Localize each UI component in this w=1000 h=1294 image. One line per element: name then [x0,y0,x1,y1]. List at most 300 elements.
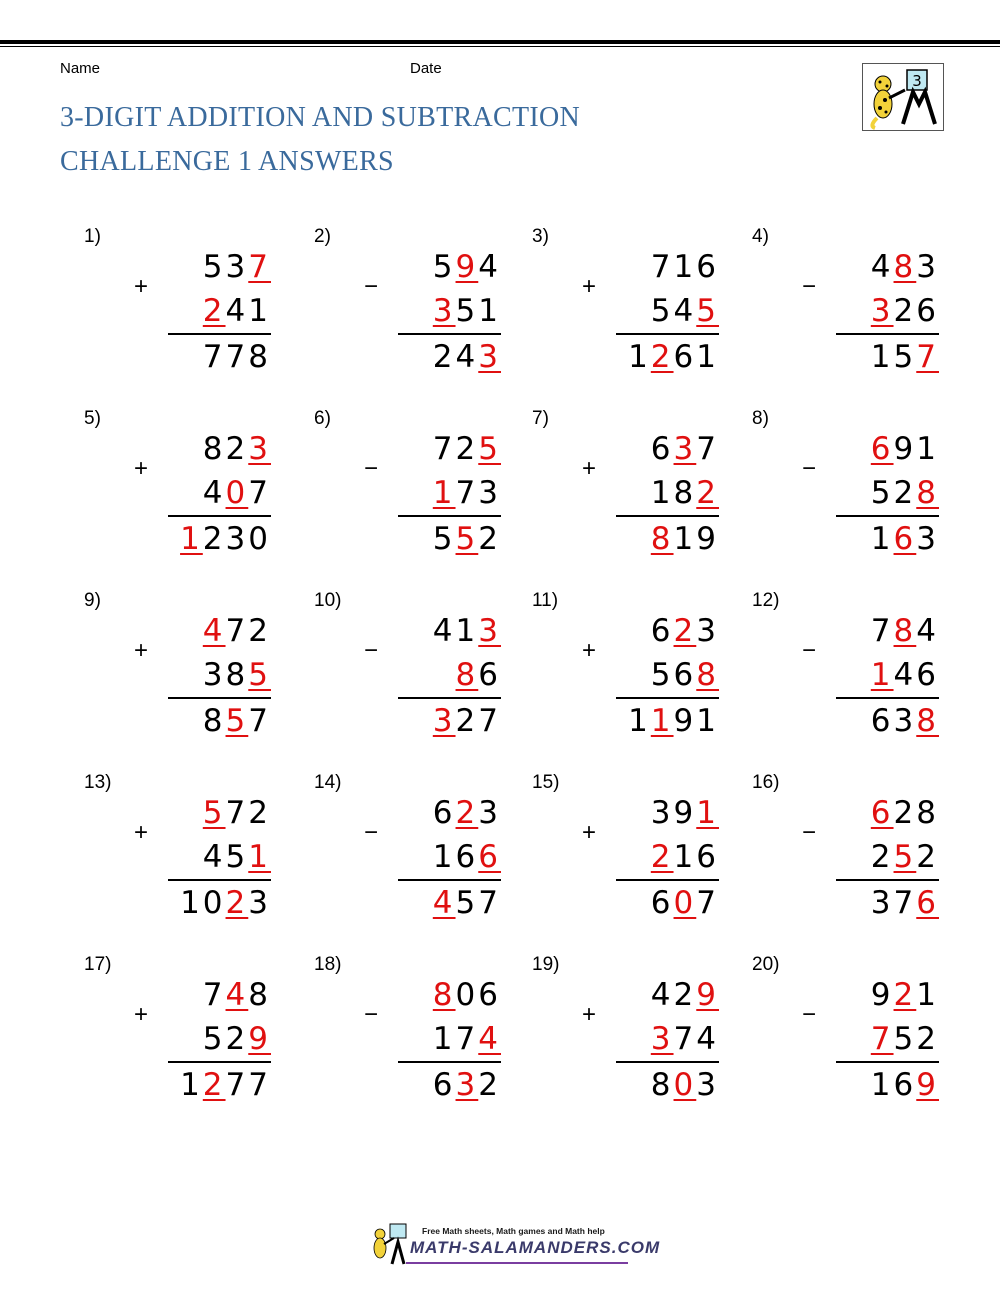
digit: 1 [673,839,697,875]
problem-number: 2) [314,226,331,247]
digit: 6 [478,657,501,693]
missing-digit: 2 [673,613,697,649]
answer-number [836,1066,939,1104]
digit: 4 [916,613,939,649]
bottom-number [398,656,501,694]
digit: 2 [455,703,479,739]
problem-5 [84,408,304,568]
bottom-number [168,292,271,330]
digit: 1 [432,1021,456,1057]
date-label: Date [410,60,442,77]
answer-line [168,333,271,335]
digit: 1 [696,339,719,375]
problem-number: 18) [314,954,342,975]
missing-digit: 6 [478,839,501,875]
plus-sign: + [134,637,149,664]
answer-number [168,702,271,740]
missing-digit: 3 [432,293,456,329]
digit: 8 [225,657,249,693]
digit: 9 [673,703,697,739]
digit: 1 [455,613,479,649]
digit: 2 [870,839,894,875]
digit: 9 [696,521,719,557]
minus-sign: − [364,819,379,846]
plus-sign: + [134,819,149,846]
answer-line [616,879,719,881]
problem-18 [314,954,534,1114]
top-number [836,976,939,1014]
answer-line [168,879,271,881]
problem-12 [752,590,972,750]
missing-digit: 1 [696,795,719,831]
digit: 6 [696,839,719,875]
footer-tagline: Free Math sheets, Math games and Math help [422,1226,605,1236]
minus-sign: − [364,1001,379,1028]
problem-3 [532,226,752,386]
bottom-number [398,474,501,512]
problem-15 [532,772,752,932]
digit: 7 [248,703,271,739]
answer-line [168,697,271,699]
minus-sign: − [802,1001,817,1028]
digit: 5 [225,839,249,875]
digit: 0 [248,521,271,557]
digit: 1 [478,293,501,329]
problem-number: 4) [752,226,769,247]
digit: 8 [673,475,697,511]
missing-digit: 6 [916,885,939,921]
top-number [398,612,501,650]
logo-badge-number: 3 [912,72,922,90]
digit: 5 [455,293,479,329]
problem-6 [314,408,534,568]
salamander-icon [863,64,943,130]
answer-line [836,515,939,517]
digit: 2 [673,977,697,1013]
top-number [836,612,939,650]
digit: 5 [893,1021,917,1057]
digit: 6 [673,657,697,693]
problem-19 [532,954,752,1114]
problem-13 [84,772,304,932]
missing-digit: 5 [455,521,479,557]
problem-1 [84,226,304,386]
plus-sign: + [582,1001,597,1028]
problem-9 [84,590,304,750]
answer-number [616,338,719,376]
digit: 7 [202,977,226,1013]
top-number [168,976,271,1014]
digit: 7 [225,339,249,375]
missing-digit: 4 [225,977,249,1013]
problem-11 [532,590,752,750]
digit: 6 [893,1067,917,1103]
digit: 5 [202,249,226,285]
missing-digit: 9 [248,1021,271,1057]
digit: 8 [650,1067,674,1103]
name-label: Name [60,60,101,77]
answer-line [836,1061,939,1063]
problem-number: 5) [84,408,101,429]
digit: 5 [650,293,674,329]
plus-sign: + [134,273,149,300]
minus-sign: − [802,455,817,482]
digit: 4 [696,1021,719,1057]
answer-line [398,515,501,517]
answer-number [398,520,501,558]
answer-line [398,879,501,881]
problem-20 [752,954,972,1114]
problem-number: 11) [532,590,559,611]
problem-number: 15) [532,772,560,793]
missing-digit: 3 [673,431,697,467]
problem-4 [752,226,972,386]
footer-underline [406,1262,628,1264]
top-number [398,430,501,468]
answer-number [616,884,719,922]
digit: 8 [916,795,939,831]
missing-digit: 5 [202,795,226,831]
missing-digit: 1 [248,839,271,875]
answer-number [616,520,719,558]
digit: 2 [432,339,456,375]
missing-digit: 2 [202,1067,226,1103]
minus-sign: − [802,637,817,664]
answer-line [616,333,719,335]
top-number [168,430,271,468]
digit: 5 [893,339,917,375]
bottom-number [398,1020,501,1058]
answer-number [168,520,271,558]
digit: 7 [870,613,894,649]
missing-digit: 6 [893,521,917,557]
missing-digit: 0 [673,1067,697,1103]
answer-line [836,697,939,699]
digit: 5 [432,521,456,557]
digit: 0 [202,885,226,921]
bottom-number [836,292,939,330]
answer-line [168,1061,271,1063]
missing-digit: 2 [202,293,226,329]
missing-digit: 1 [650,703,674,739]
problem-number: 17) [84,954,112,975]
digit: 7 [455,475,479,511]
bottom-number [398,838,501,876]
missing-digit: 0 [673,885,697,921]
digit: 8 [248,339,271,375]
digit: 1 [870,339,894,375]
missing-digit: 6 [870,431,894,467]
digit: 6 [673,339,697,375]
digit: 9 [870,977,894,1013]
bottom-number [836,656,939,694]
top-number [616,248,719,286]
digit: 3 [248,885,271,921]
digit: 4 [870,249,894,285]
digit: 2 [248,795,271,831]
digit: 8 [202,703,226,739]
digit: 1 [916,977,939,1013]
answer-number [616,702,719,740]
missing-digit: 7 [916,339,939,375]
answer-number [398,338,501,376]
digit: 5 [432,249,456,285]
top-number [398,248,501,286]
digit: 6 [455,839,479,875]
top-rule-thin [0,46,1000,47]
digit: 2 [893,293,917,329]
plus-sign: + [134,1001,149,1028]
problem-number: 3) [532,226,549,247]
digit: 7 [202,339,226,375]
digit: 7 [432,431,456,467]
top-number [836,248,939,286]
answer-number [836,338,939,376]
answer-number [398,1066,501,1104]
missing-digit: 4 [432,885,456,921]
missing-digit: 1 [180,521,203,557]
digit: 1 [650,475,674,511]
digit: 1 [870,521,894,557]
missing-digit: 5 [225,703,249,739]
digit: 2 [916,839,939,875]
top-number [168,794,271,832]
missing-digit: 2 [650,839,674,875]
digit: 7 [673,1021,697,1057]
missing-digit: 5 [248,657,271,693]
problem-8 [752,408,972,568]
problem-number: 6) [314,408,331,429]
missing-digit: 9 [696,977,719,1013]
digit: 4 [432,613,456,649]
answer-line [616,1061,719,1063]
digit: 7 [478,703,501,739]
digit: 1 [432,839,456,875]
digit: 4 [202,839,226,875]
missing-digit: 5 [696,293,719,329]
answer-number [168,884,271,922]
digit: 6 [870,703,894,739]
digit: 6 [432,1067,456,1103]
answer-number [398,884,501,922]
missing-digit: 8 [696,657,719,693]
bottom-number [836,838,939,876]
top-number [836,430,939,468]
footer-branding [370,1222,661,1266]
digit: 2 [478,521,501,557]
top-number [398,794,501,832]
digit: 7 [225,613,249,649]
problem-17 [84,954,304,1114]
problem-number: 1) [84,226,101,247]
minus-sign: − [802,273,817,300]
top-number [168,248,271,286]
plus-sign: + [582,455,597,482]
answer-number [836,702,939,740]
digit: 4 [673,293,697,329]
footer-brand: MATH-SALAMANDERS.COM [410,1238,661,1257]
answer-number [168,338,271,376]
top-number [836,794,939,832]
digit: 6 [478,977,501,1013]
digit: 6 [916,657,939,693]
digit: 7 [455,1021,479,1057]
missing-digit: 8 [650,521,674,557]
digit: 0 [455,977,479,1013]
answer-line [836,333,939,335]
worksheet-title: 3-DIGIT ADDITION AND SUBTRACTION [60,102,581,133]
bottom-number [836,1020,939,1058]
missing-digit: 8 [916,703,939,739]
missing-digit: 3 [478,613,501,649]
bottom-number [168,474,271,512]
missing-digit: 8 [432,977,456,1013]
answer-number [836,520,939,558]
digit: 6 [916,293,939,329]
bottom-number [616,292,719,330]
digit: 3 [893,703,917,739]
digit: 2 [248,613,271,649]
footer-salamander-icon [370,1222,410,1266]
top-number [616,612,719,650]
digit: 3 [202,657,226,693]
digit: 2 [893,475,917,511]
digit: 4 [202,475,226,511]
problem-2 [314,226,534,386]
digit: 4 [225,293,249,329]
problem-10 [314,590,534,750]
digit: 8 [248,977,271,1013]
problem-number: 14) [314,772,342,793]
problem-7 [532,408,752,568]
digit: 5 [870,475,894,511]
digit: 1 [628,339,651,375]
missing-digit: 2 [650,339,674,375]
digit: 7 [248,1067,271,1103]
missing-digit: 8 [893,249,917,285]
missing-digit: 3 [455,1067,479,1103]
missing-digit: 4 [202,613,226,649]
digit: 3 [225,249,249,285]
plus-sign: + [134,455,149,482]
digit: 3 [478,475,501,511]
missing-digit: 3 [650,1021,674,1057]
digit: 1 [673,249,697,285]
problem-14 [314,772,534,932]
top-rule [0,40,1000,44]
digit: 2 [478,1067,501,1103]
missing-digit: 8 [893,613,917,649]
minus-sign: − [364,637,379,664]
digit: 3 [696,613,719,649]
digit: 6 [650,613,674,649]
answer-number [616,1066,719,1104]
answer-number [398,702,501,740]
digit: 1 [180,885,203,921]
missing-digit: 7 [870,1021,894,1057]
problem-number: 20) [752,954,780,975]
digit: 3 [916,521,939,557]
missing-digit: 6 [870,795,894,831]
digit: 7 [225,795,249,831]
missing-digit: 3 [432,703,456,739]
digit: 7 [225,1067,249,1103]
answer-line [398,697,501,699]
digit: 5 [650,657,674,693]
digit: 2 [893,795,917,831]
missing-digit: 0 [225,475,249,511]
digit: 4 [455,339,479,375]
digit: 9 [673,795,697,831]
digit: 2 [225,431,249,467]
bottom-number [616,474,719,512]
missing-digit: 3 [478,339,501,375]
digit: 6 [432,795,456,831]
problem-number: 19) [532,954,560,975]
digit: 1 [870,1067,894,1103]
bottom-number [616,656,719,694]
missing-digit: 2 [696,475,719,511]
digit: 6 [650,885,674,921]
minus-sign: − [364,273,379,300]
missing-digit: 8 [455,657,479,693]
problem-number: 12) [752,590,780,611]
bottom-number [616,838,719,876]
answer-line [398,1061,501,1063]
worksheet-subtitle: CHALLENGE 1 ANSWERS [60,146,394,177]
digit: 9 [893,431,917,467]
bottom-number [836,474,939,512]
digit: 7 [650,249,674,285]
top-number [616,976,719,1014]
missing-digit: 5 [478,431,501,467]
missing-digit: 3 [248,431,271,467]
digit: 4 [478,249,501,285]
answer-number [168,1066,271,1104]
missing-digit: 7 [248,249,271,285]
answer-line [616,515,719,517]
digit: 3 [650,795,674,831]
plus-sign: + [582,637,597,664]
missing-digit: 1 [870,657,894,693]
digit: 2 [225,1021,249,1057]
digit: 4 [650,977,674,1013]
digit: 1 [248,293,271,329]
missing-digit: 1 [432,475,456,511]
top-number [616,430,719,468]
missing-digit: 9 [916,1067,939,1103]
digit: 3 [696,1067,719,1103]
answer-line [168,515,271,517]
bottom-number [168,1020,271,1058]
plus-sign: + [582,819,597,846]
problem-number: 16) [752,772,780,793]
top-number [168,612,271,650]
problem-number: 8) [752,408,769,429]
minus-sign: − [802,819,817,846]
digit: 7 [478,885,501,921]
digit: 2 [455,431,479,467]
missing-digit: 8 [916,475,939,511]
answer-line [616,697,719,699]
problem-16 [752,772,972,932]
problem-number: 10) [314,590,342,611]
missing-digit: 9 [455,249,479,285]
salamander-logo [862,63,944,131]
missing-digit: 2 [225,885,249,921]
digit: 4 [893,657,917,693]
digit: 2 [916,1021,939,1057]
